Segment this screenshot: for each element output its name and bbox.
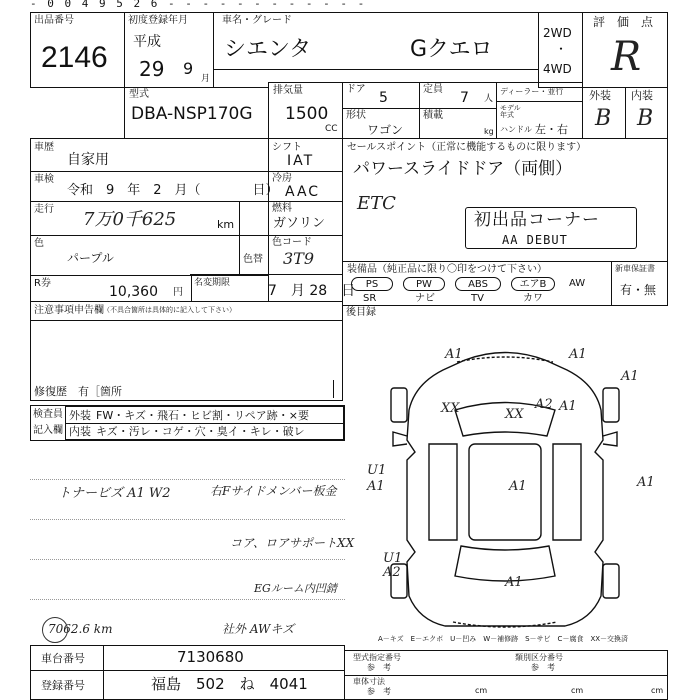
- equip-pw: PW: [403, 277, 445, 291]
- note-rule: [30, 519, 345, 520]
- row-divider: [66, 423, 343, 424]
- chassis-number: 7130680: [177, 648, 244, 666]
- mark: A1: [559, 399, 577, 414]
- caution-note: （不具合箇所は具体的に記入して下さい）: [103, 306, 236, 314]
- rear-seat-label: 後目録: [346, 307, 376, 318]
- era: 平成: [133, 34, 161, 50]
- body-type: ワゴン: [367, 123, 404, 137]
- equipment-label: 装備品（純正品に限り〇印をつけて下さい）: [347, 264, 547, 275]
- row-divider: [345, 675, 667, 676]
- dealer-box: [496, 82, 583, 102]
- mark: A1: [637, 475, 655, 490]
- cm-unit-1: cm: [475, 686, 488, 695]
- color-change-label: 色替: [243, 254, 263, 265]
- mark: A1: [505, 575, 523, 590]
- inspection: 令和 9 年 2 月（ 日）: [67, 183, 279, 198]
- mark: XX: [441, 401, 460, 416]
- model-label: 型式: [129, 89, 149, 100]
- model: DBA-NSP170G: [131, 104, 253, 124]
- cc-unit: CC: [325, 124, 338, 134]
- dimension-ref: 参 考: [367, 687, 391, 696]
- note-rule: [30, 599, 345, 600]
- model-box: [124, 87, 269, 139]
- color-code: 3T9: [283, 249, 315, 268]
- note-hand-2: 右Fサイドメンバー板金: [210, 484, 337, 498]
- ac-label: 冷房: [272, 173, 292, 184]
- name-change-box: [190, 274, 343, 302]
- plate-number: 福島 502 ね 4041: [151, 675, 308, 693]
- lot-number: 2146: [41, 41, 108, 74]
- dealer-label: ディーラー・並行: [500, 87, 564, 96]
- load-label: 積載: [423, 110, 443, 121]
- interior-grade: B: [637, 106, 654, 131]
- class-ref: 参 考: [531, 663, 555, 672]
- repair-history: 修復歴 有［箇所: [34, 385, 122, 398]
- chassis-divider: [103, 646, 104, 670]
- month-unit: 月: [201, 74, 211, 84]
- shift: IAT: [287, 153, 315, 169]
- mark: A1: [367, 479, 385, 494]
- first-reg-year: 29: [139, 57, 165, 81]
- cm-unit-3: cm: [651, 686, 664, 695]
- cm-unit-2: cm: [571, 686, 584, 695]
- mark: A1: [509, 479, 527, 494]
- interior-label: 内装: [631, 89, 653, 102]
- row-divider: [269, 235, 342, 236]
- note-rule: [30, 479, 345, 480]
- recycle-label: R券: [34, 278, 51, 289]
- exterior-label: 外装: [589, 89, 611, 102]
- mark: A1: [621, 369, 639, 384]
- handle-value: 左・右: [535, 123, 568, 136]
- capacity: 7: [460, 90, 469, 106]
- model-year-label: モデル年式: [500, 104, 521, 119]
- inspector-grid: [65, 406, 344, 440]
- lot-label: 出品番号: [34, 15, 74, 26]
- rear-right-wheel: [603, 564, 619, 598]
- load-box: [419, 108, 497, 139]
- drive-4wd: 4WD: [543, 62, 572, 76]
- caution-rule: [31, 320, 342, 321]
- new-cert-box: [611, 261, 668, 306]
- note-hand-1: トナービズ A1 W2: [58, 486, 171, 501]
- plate-divider: [103, 671, 104, 699]
- doors-label: ドア: [346, 84, 366, 95]
- mileage: 7万0千625: [83, 209, 177, 230]
- top-strip: - 0 0 4 9 5 2 6 - - - - - - - - - - - -: [30, 0, 367, 10]
- sales-box: [342, 138, 668, 262]
- fuel-label: 燃料: [272, 203, 292, 214]
- car-name-box: [213, 12, 539, 70]
- row-divider: [31, 201, 268, 202]
- drive-box: [538, 12, 583, 88]
- damage-diagram: [345, 340, 668, 635]
- type-designation-label: 型式指定番号: [353, 653, 401, 662]
- caution-box: [30, 301, 343, 401]
- inspection-label: 車検: [34, 174, 54, 185]
- mark: A1: [445, 347, 463, 362]
- ac: AAC: [285, 184, 321, 200]
- right-side-panel: [553, 444, 581, 540]
- caution-label: 注意事項申告欄: [34, 305, 104, 316]
- front-right-wheel: [603, 388, 619, 422]
- damage-legend: A－キズ E－エクボ U－凹み W－補修跡 S－サビ C－腐食 XX－交換済: [378, 635, 629, 643]
- first-reg-month: 9: [183, 59, 194, 78]
- color-divider: [239, 235, 240, 275]
- equip-navi: ナビ: [415, 293, 435, 304]
- note-hand-5: 社外 AWキズ: [222, 622, 295, 636]
- chassis-label: 車台番号: [41, 652, 85, 665]
- color-label: 色: [34, 238, 44, 249]
- row2-items: キズ・汚レ・コゲ・穴・臭イ・キレ・破レ: [96, 425, 305, 438]
- inspector-box: [30, 405, 345, 441]
- equip-leather: カワ: [523, 293, 543, 304]
- capacity-box: [419, 82, 497, 109]
- drive-2wd: 2WD: [543, 26, 572, 40]
- class-label: 類別区分番号: [515, 653, 563, 662]
- equip-sr: SR: [363, 293, 377, 304]
- chassis-box: [30, 645, 345, 671]
- color-code-label: 色コード: [272, 237, 312, 248]
- inspector-label-top: 検査員: [33, 409, 63, 420]
- mark: XX: [505, 407, 524, 422]
- lot-box: [30, 12, 125, 88]
- dimension-label: 車体寸法: [353, 677, 385, 686]
- debut-corner: [465, 207, 637, 249]
- mileage-label: 走行: [34, 204, 54, 215]
- note-hand-3: コア、ロアサポートXX: [230, 536, 355, 550]
- front-left-wheel: [391, 388, 407, 422]
- recycle-fee: 10,360: [109, 284, 158, 300]
- note-rule: [30, 559, 345, 560]
- kg-unit: kg: [484, 127, 494, 136]
- shift-label: シフト: [272, 142, 302, 153]
- capacity-label: 定員: [423, 84, 443, 95]
- roof: [469, 444, 541, 540]
- displacement: 1500: [285, 104, 329, 124]
- left-side-panel: [429, 444, 457, 540]
- handle-label: ハンドル: [500, 125, 532, 134]
- ext-int-box: [582, 87, 668, 139]
- row1-prefix: 外装: [69, 409, 91, 422]
- right-mirror: [603, 432, 617, 446]
- equip-abs: ABS: [455, 277, 501, 291]
- note-hand-4: EGルーム内凹錆: [254, 582, 337, 595]
- score-box: [582, 12, 668, 88]
- mark: U1: [383, 551, 403, 566]
- score-value: R: [611, 34, 642, 80]
- plate-box: [30, 670, 345, 700]
- sales-label: セールスポイント（正常に機能するものに限ります）: [347, 142, 587, 153]
- new-cert-value: 有・無: [620, 283, 657, 297]
- mark: A2: [383, 565, 401, 580]
- name-change-label: 名変期限: [194, 278, 231, 288]
- drive-dot: ・: [555, 42, 568, 56]
- notes-area: [30, 441, 355, 644]
- car-name-label: 車名・グレード: [222, 15, 292, 26]
- row-divider: [31, 235, 268, 236]
- type-designation-box: [344, 650, 668, 700]
- sales-point-1: パワースライドドア（両側）: [353, 159, 573, 179]
- row2-prefix: 内装: [69, 425, 91, 438]
- equip-airbag: エアB: [511, 277, 555, 291]
- doors: 5: [379, 90, 388, 106]
- corner-sub: AA DEBUT: [502, 233, 568, 247]
- equipment-box: [342, 261, 612, 306]
- equip-tv: TV: [471, 293, 484, 304]
- ext-int-divider: [625, 88, 626, 138]
- car-name: シエンタ: [224, 37, 312, 62]
- usage-label: 車歴: [34, 142, 54, 153]
- grade: Gクエロ: [410, 37, 493, 62]
- corner-main: 初出品コーナー: [474, 210, 600, 230]
- km-unit: km: [217, 218, 235, 231]
- new-cert-label: 新車保証書: [615, 264, 655, 273]
- repair-bracket: [333, 380, 334, 398]
- usage: 自家用: [67, 152, 109, 168]
- plate-label: 登録番号: [41, 679, 85, 692]
- score-label: 評 価 点: [593, 15, 654, 29]
- fuel: ガソリン: [273, 216, 326, 231]
- color: パープル: [67, 251, 114, 265]
- first-reg-box: [124, 12, 214, 88]
- body-box: [342, 108, 420, 139]
- yen-unit: 円: [173, 287, 183, 298]
- body-label: 形状: [346, 110, 366, 121]
- row-divider: [269, 201, 342, 202]
- row1-items: FW・キズ・飛石・ヒビ割・リペア跡・×要: [96, 409, 309, 422]
- left-mirror: [393, 432, 407, 446]
- model-year-box: [496, 101, 583, 139]
- sales-point-2: ETC: [357, 193, 396, 214]
- mark: A1: [569, 347, 587, 362]
- km-divider: [239, 201, 240, 235]
- doors-box: [342, 82, 420, 109]
- displacement-label: 排気量: [273, 85, 303, 96]
- equip-aw: AW: [569, 278, 586, 289]
- type-ref: 参 考: [367, 663, 391, 672]
- row-divider: [269, 171, 342, 172]
- mark: A2: [535, 397, 553, 412]
- mid-details-box: [268, 138, 343, 275]
- mark: U1: [367, 463, 387, 478]
- capacity-unit: 人: [484, 94, 494, 104]
- inspector-label-bottom: 記入欄: [33, 425, 63, 436]
- note-circle: [42, 617, 68, 643]
- equip-ps: PS: [351, 277, 393, 291]
- note-hand-6: 7062.6 km: [48, 622, 113, 636]
- name-change-deadline: 7 月 28 日: [268, 283, 356, 299]
- displacement-box: [268, 82, 343, 139]
- first-reg-label: 初度登録年月: [128, 15, 188, 26]
- exterior-grade: B: [595, 106, 612, 131]
- row-divider: [31, 171, 268, 172]
